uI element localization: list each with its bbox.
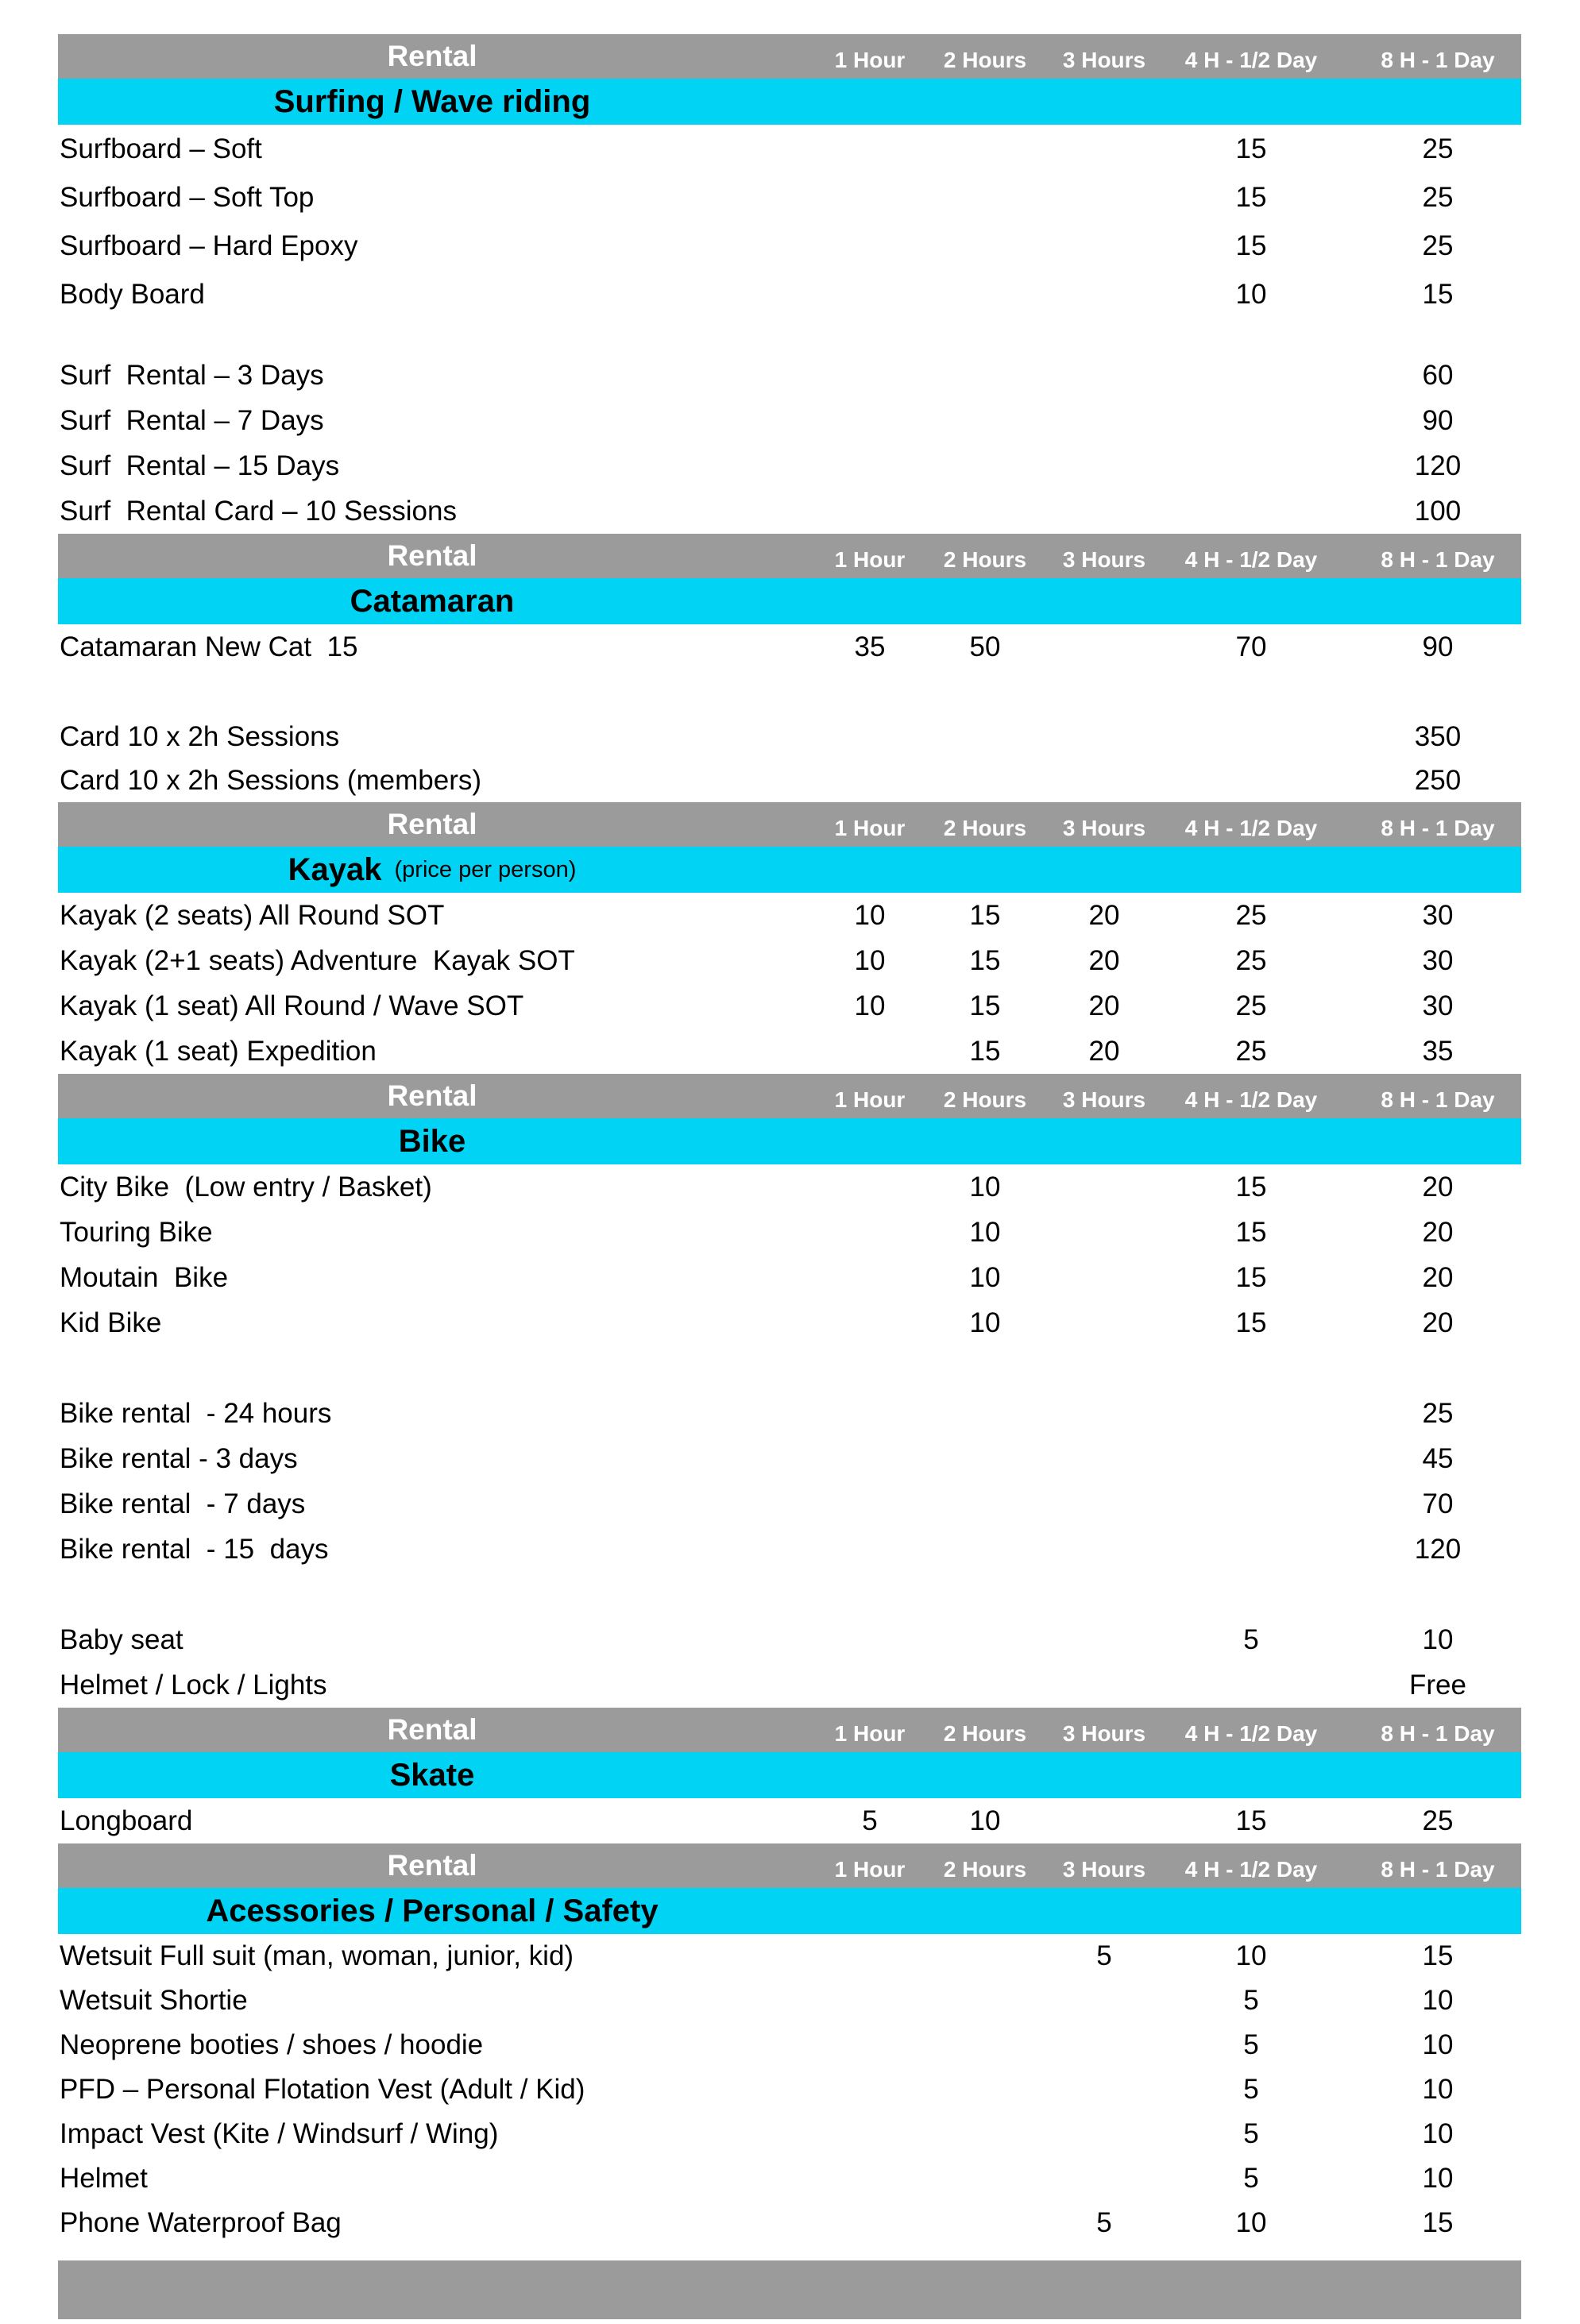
item-name: Neoprene booties / shoes / hoodie <box>60 2029 484 2060</box>
price-8h-1-day: 10 <box>1422 2163 1454 2194</box>
price-8h-1-day: 120 <box>1414 450 1462 481</box>
price-row-kayak-1-seat-all-round-wave-sot <box>58 983 1521 1029</box>
column-header-2-hours: 2 Hours <box>943 1857 1027 1882</box>
price-1-hour: 10 <box>854 990 886 1021</box>
item-name: Surf Rental Card – 10 Sessions <box>60 495 457 527</box>
price-row-surf-rental-card-10-sessions <box>58 488 1521 534</box>
price-8h-1-day: 45 <box>1422 1442 1454 1474</box>
rental-header-title: Rental <box>387 40 477 72</box>
section-title-text: Bike <box>398 1123 466 1159</box>
price-row-bike-rental-24-hours <box>58 1391 1521 1436</box>
price-8h-1-day: 30 <box>1422 944 1454 976</box>
price-row-kid-bike <box>58 1300 1521 1345</box>
price-3-hours: 20 <box>1088 1035 1120 1067</box>
column-header-2-hours: 2 Hours <box>943 48 1027 72</box>
price-row-baby-seat <box>58 1617 1521 1662</box>
price-2-hours: 15 <box>969 1035 1001 1067</box>
price-4h-half-day: 25 <box>1235 899 1267 931</box>
price-4h-half-day: 15 <box>1235 1307 1267 1338</box>
price-4h-half-day: 5 <box>1243 2118 1259 2149</box>
section-header-skate <box>58 1752 1521 1798</box>
price-4h-half-day: 70 <box>1235 631 1267 662</box>
blank-row-spacer <box>58 1345 1521 1391</box>
item-name: Baby seat <box>60 1623 183 1655</box>
price-8h-1-day: 25 <box>1422 230 1454 261</box>
price-4h-half-day: 5 <box>1243 1623 1259 1655</box>
rental-header-title: Rental <box>387 808 477 840</box>
price-2-hours: 10 <box>969 1261 1001 1293</box>
price-row-bike-rental-7-days <box>58 1481 1521 1527</box>
section-header-kayak <box>58 847 1521 893</box>
price-2-hours: 10 <box>969 1307 1001 1338</box>
section-header-catamaran <box>58 578 1521 624</box>
price-8h-1-day: 100 <box>1414 495 1462 527</box>
price-2-hours: 10 <box>969 1805 1001 1836</box>
item-name: Kayak (1 seat) All Round / Wave SOT <box>60 990 524 1021</box>
price-8h-1-day: 20 <box>1422 1171 1454 1203</box>
blank-row-spacer <box>58 670 1521 715</box>
price-row-surfboard-soft <box>58 125 1521 173</box>
price-8h-1-day: 10 <box>1422 2029 1454 2060</box>
section-title-text: Acessories / Personal / Safety <box>206 1893 659 1928</box>
price-4h-half-day: 25 <box>1235 990 1267 1021</box>
column-header-3-hours: 3 Hours <box>1062 1857 1146 1882</box>
item-name: Surfboard – Hard Epoxy <box>60 230 358 261</box>
price-row-moutain-bike <box>58 1255 1521 1300</box>
rental-header-bar <box>58 534 1521 578</box>
price-8h-1-day: 25 <box>1422 181 1454 213</box>
column-header-1-hour: 1 Hour <box>834 1857 906 1882</box>
rental-header-title: Rental <box>387 1079 477 1112</box>
price-4h-half-day: 25 <box>1235 944 1267 976</box>
column-header-3-hours: 3 Hours <box>1062 48 1146 72</box>
price-8h-1-day: 35 <box>1422 1035 1454 1067</box>
item-name: Bike rental - 3 days <box>60 1442 298 1474</box>
price-4h-half-day: 5 <box>1243 2074 1259 2105</box>
item-name: Kayak (2+1 seats) Adventure Kayak SOT <box>60 944 575 976</box>
price-4h-half-day: 15 <box>1235 181 1267 213</box>
rental-price-table <box>58 34 1521 2319</box>
price-8h-1-day: 25 <box>1422 1397 1454 1429</box>
column-header-8h-1-day: 8 H - 1 Day <box>1381 48 1495 72</box>
price-row-longboard <box>58 1798 1521 1843</box>
price-2-hours: 10 <box>969 1216 1001 1248</box>
price-8h-1-day: 90 <box>1422 631 1454 662</box>
rental-header-bar <box>58 34 1521 79</box>
price-8h-1-day: 10 <box>1422 2074 1454 2105</box>
price-4h-half-day: 15 <box>1235 1805 1267 1836</box>
price-4h-half-day: 25 <box>1235 1035 1267 1067</box>
rental-header-bar <box>58 802 1521 847</box>
price-8h-1-day: 15 <box>1422 278 1454 310</box>
price-4h-half-day: 15 <box>1235 133 1267 164</box>
item-name: PFD – Personal Flotation Vest (Adult / Kid) <box>60 2074 585 2105</box>
section-title-text: Surfing / Wave riding <box>273 83 591 119</box>
price-row-wetsuit-shortie <box>58 1978 1521 2023</box>
item-name: Wetsuit Full suit (man, woman, junior, kid) <box>60 1940 574 1971</box>
rental-header-bar <box>58 1708 1521 1752</box>
column-header-3-hours: 3 Hours <box>1062 816 1146 840</box>
column-header-4h-half-day: 4 H - 1/2 Day <box>1184 48 1318 72</box>
price-8h-1-day: 90 <box>1422 404 1454 436</box>
price-4h-half-day: 10 <box>1235 2207 1267 2238</box>
column-header-1-hour: 1 Hour <box>834 547 906 572</box>
price-1-hour: 5 <box>862 1805 878 1836</box>
price-3-hours: 5 <box>1096 2207 1112 2238</box>
price-8h-1-day: 20 <box>1422 1261 1454 1293</box>
column-header-1-hour: 1 Hour <box>834 1087 906 1112</box>
item-name: Surf Rental – 3 Days <box>60 359 324 391</box>
price-8h-1-day: 25 <box>1422 133 1454 164</box>
price-row-kayak-1-seat-expedition <box>58 1029 1521 1074</box>
column-header-2-hours: 2 Hours <box>943 1721 1027 1746</box>
price-row-neoprene-booties-shoes-hoodie <box>58 2023 1521 2067</box>
price-4h-half-day: 15 <box>1235 230 1267 261</box>
price-1-hour: 35 <box>854 631 886 662</box>
price-row-surfboard-soft-top <box>58 173 1521 222</box>
section-title <box>58 847 806 893</box>
price-row-card-10-x-2h-sessions-members <box>58 759 1521 802</box>
column-header-3-hours: 3 Hours <box>1062 547 1146 572</box>
item-name: Wetsuit Shortie <box>60 1985 248 2016</box>
column-header-8h-1-day: 8 H - 1 Day <box>1381 1087 1495 1112</box>
price-2-hours: 10 <box>969 1171 1001 1203</box>
item-name: Phone Waterproof Bag <box>60 2207 342 2238</box>
item-name: Kayak (2 seats) All Round SOT <box>60 899 445 931</box>
price-4h-half-day: 10 <box>1235 1940 1267 1971</box>
item-name: Longboard <box>60 1805 193 1836</box>
blank-row-spacer <box>58 2245 1521 2260</box>
section-title-text: Kayak <box>288 851 382 887</box>
price-row-surf-rental-3-days <box>58 353 1521 398</box>
price-4h-half-day: 5 <box>1243 2163 1259 2194</box>
item-name: Helmet <box>60 2163 148 2194</box>
price-8h-1-day: 70 <box>1422 1488 1454 1519</box>
price-4h-half-day: 15 <box>1235 1171 1267 1203</box>
column-header-8h-1-day: 8 H - 1 Day <box>1381 816 1495 840</box>
price-row-touring-bike <box>58 1210 1521 1255</box>
section-title <box>58 1118 806 1164</box>
column-header-4h-half-day: 4 H - 1/2 Day <box>1184 1087 1318 1112</box>
price-2-hours: 15 <box>969 944 1001 976</box>
column-header-4h-half-day: 4 H - 1/2 Day <box>1184 547 1318 572</box>
rental-header-title: Rental <box>387 1713 477 1746</box>
rental-header-bar <box>58 1843 1521 1888</box>
item-name: Kayak (1 seat) Expedition <box>60 1035 377 1067</box>
price-4h-half-day: 15 <box>1235 1261 1267 1293</box>
price-row-catamaran-new-cat-15 <box>58 624 1521 670</box>
rental-header-title: Rental <box>387 1849 477 1882</box>
price-row-helmet-lock-lights <box>58 1662 1521 1708</box>
price-8h-1-day: 30 <box>1422 899 1454 931</box>
price-8h-1-day: 25 <box>1422 1805 1454 1836</box>
column-header-3-hours: 3 Hours <box>1062 1087 1146 1112</box>
section-header-bike <box>58 1118 1521 1164</box>
price-3-hours: 20 <box>1088 944 1120 976</box>
price-8h-1-day: 10 <box>1422 2118 1454 2149</box>
price-3-hours: 20 <box>1088 899 1120 931</box>
item-name: Surf Rental – 15 Days <box>60 450 340 481</box>
column-header-3-hours: 3 Hours <box>1062 1721 1146 1746</box>
blank-row-spacer <box>58 1572 1521 1617</box>
section-title-note: (price per person) <box>394 856 577 882</box>
price-2-hours: 50 <box>969 631 1001 662</box>
column-header-2-hours: 2 Hours <box>943 1087 1027 1112</box>
price-row-wetsuit-full-suit-man-woman-junior-kid <box>58 1934 1521 1978</box>
item-name: Body Board <box>60 278 205 310</box>
price-row-surf-rental-7-days <box>58 398 1521 443</box>
price-8h-1-day: 20 <box>1422 1216 1454 1248</box>
item-name: Surf Rental – 7 Days <box>60 404 324 436</box>
item-name: Catamaran New Cat 15 <box>60 631 358 662</box>
blank-row-spacer <box>58 318 1521 353</box>
column-header-4h-half-day: 4 H - 1/2 Day <box>1184 1857 1318 1882</box>
rental-header-title: Rental <box>387 539 477 572</box>
price-8h-1-day: 10 <box>1422 1623 1454 1655</box>
price-3-hours: 20 <box>1088 990 1120 1021</box>
price-8h-1-day: 60 <box>1422 359 1454 391</box>
price-row-impact-vest-kite-windsurf-wing <box>58 2112 1521 2156</box>
item-name: Bike rental - 15 days <box>60 1533 329 1565</box>
price-8h-1-day: 120 <box>1414 1533 1462 1565</box>
column-header-1-hour: 1 Hour <box>834 816 906 840</box>
price-4h-half-day: 5 <box>1243 2029 1259 2060</box>
section-title <box>58 578 806 624</box>
price-4h-half-day: 10 <box>1235 278 1267 310</box>
item-name: Bike rental - 24 hours <box>60 1397 332 1429</box>
column-header-8h-1-day: 8 H - 1 Day <box>1381 1857 1495 1882</box>
price-8h-1-day: 15 <box>1422 2207 1454 2238</box>
section-header-acessories-personal-safety <box>58 1888 1521 1934</box>
price-row-helmet <box>58 2156 1521 2201</box>
price-row-card-10-x-2h-sessions <box>58 715 1521 759</box>
price-1-hour: 10 <box>854 944 886 976</box>
price-8h-1-day: 10 <box>1422 1985 1454 2016</box>
rental-header-bar <box>58 1074 1521 1118</box>
price-row-city-bike-low-entry-basket <box>58 1164 1521 1210</box>
item-name: Surfboard – Soft <box>60 133 262 164</box>
price-row-bike-rental-15-days <box>58 1527 1521 1572</box>
price-2-hours: 15 <box>969 990 1001 1021</box>
price-8h-1-day: Free <box>1409 1669 1466 1701</box>
column-header-8h-1-day: 8 H - 1 Day <box>1381 547 1495 572</box>
price-row-body-board <box>58 270 1521 318</box>
price-row-surf-rental-15-days <box>58 443 1521 488</box>
column-header-8h-1-day: 8 H - 1 Day <box>1381 1721 1495 1746</box>
price-4h-half-day: 5 <box>1243 1985 1259 2016</box>
item-name: Bike rental - 7 days <box>60 1488 306 1519</box>
column-header-4h-half-day: 4 H - 1/2 Day <box>1184 1721 1318 1746</box>
column-header-1-hour: 1 Hour <box>834 1721 906 1746</box>
item-name: Touring Bike <box>60 1216 213 1248</box>
section-title-text: Catamaran <box>350 583 515 619</box>
price-8h-1-day: 250 <box>1414 764 1462 796</box>
price-1-hour: 10 <box>854 899 886 931</box>
price-row-kayak-2-1-seats-adventure-kayak-sot <box>58 938 1521 983</box>
section-title <box>58 1752 806 1798</box>
price-8h-1-day: 30 <box>1422 990 1454 1021</box>
price-row-kayak-2-seats-all-round-sot <box>58 893 1521 938</box>
column-header-2-hours: 2 Hours <box>943 816 1027 840</box>
price-8h-1-day: 20 <box>1422 1307 1454 1338</box>
price-row-surfboard-hard-epoxy <box>58 222 1521 270</box>
item-name: Surfboard – Soft Top <box>60 181 315 213</box>
section-title-text: Skate <box>389 1757 475 1793</box>
item-name: Kid Bike <box>60 1307 162 1338</box>
footer-bar <box>58 2260 1521 2319</box>
price-row-phone-waterproof-bag <box>58 2201 1521 2245</box>
section-header-surfing-wave-riding <box>58 79 1521 125</box>
price-8h-1-day: 15 <box>1422 1940 1454 1971</box>
price-3-hours: 5 <box>1096 1940 1112 1971</box>
item-name: Card 10 x 2h Sessions <box>60 720 340 752</box>
item-name: City Bike (Low entry / Basket) <box>60 1171 432 1203</box>
price-row-pfd-personal-flotation-vest-adult-kid <box>58 2067 1521 2112</box>
item-name: Impact Vest (Kite / Windsurf / Wing) <box>60 2118 499 2149</box>
item-name: Moutain Bike <box>60 1261 229 1293</box>
section-title <box>58 79 806 125</box>
price-8h-1-day: 350 <box>1414 720 1462 752</box>
price-row-bike-rental-3-days <box>58 1436 1521 1481</box>
column-header-2-hours: 2 Hours <box>943 547 1027 572</box>
column-header-1-hour: 1 Hour <box>834 48 906 72</box>
section-title <box>58 1888 806 1934</box>
item-name: Helmet / Lock / Lights <box>60 1669 327 1701</box>
price-2-hours: 15 <box>969 899 1001 931</box>
column-header-4h-half-day: 4 H - 1/2 Day <box>1184 816 1318 840</box>
item-name: Card 10 x 2h Sessions (members) <box>60 764 482 796</box>
price-4h-half-day: 15 <box>1235 1216 1267 1248</box>
